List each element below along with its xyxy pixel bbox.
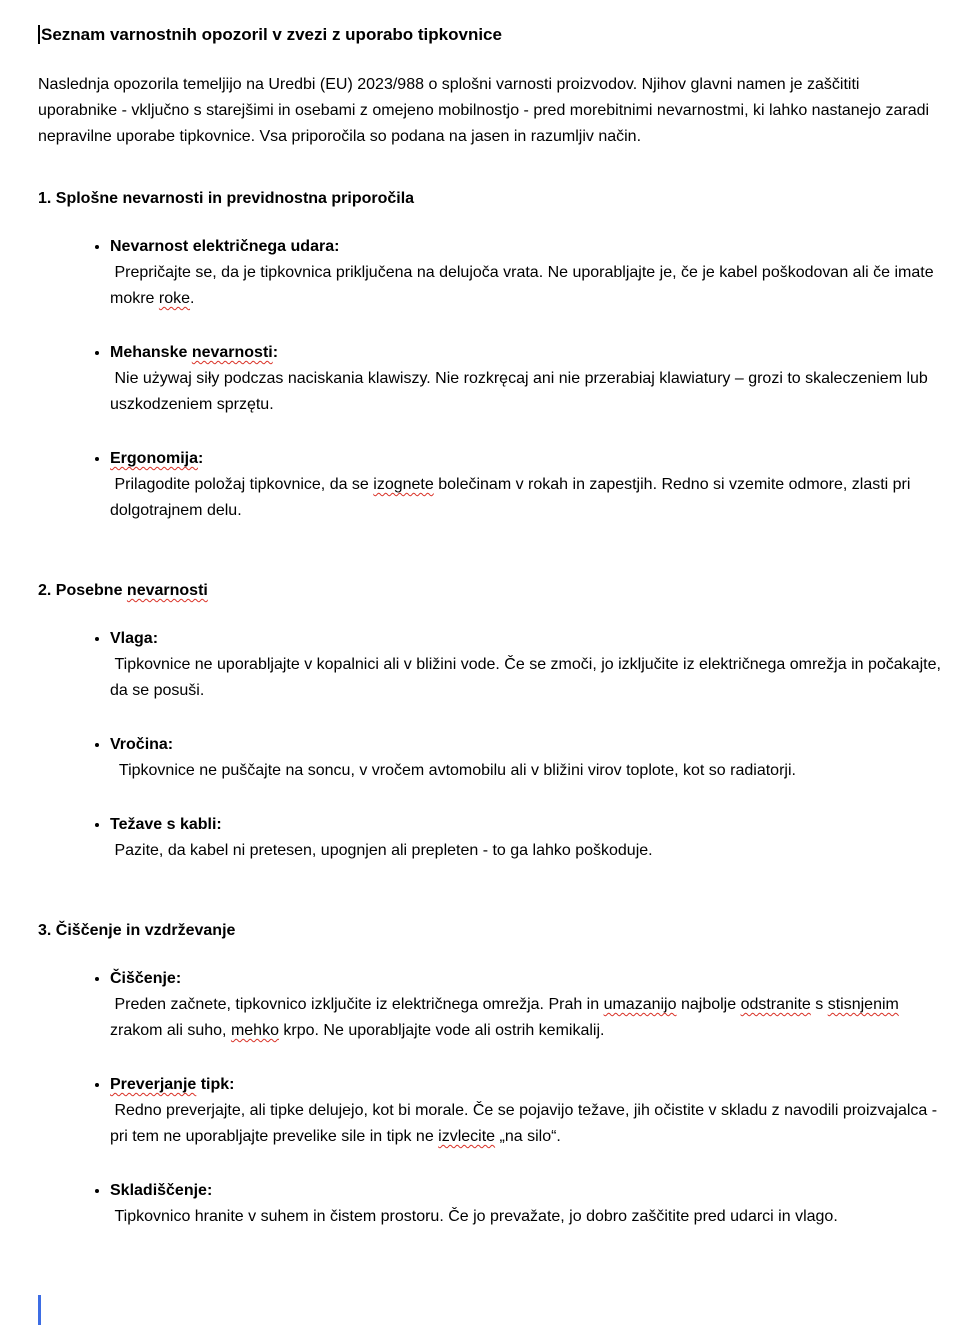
text-segment: : bbox=[272, 344, 279, 361]
list-item bbox=[110, 732, 942, 784]
item-body bbox=[110, 260, 942, 312]
document-title-text bbox=[41, 25, 502, 44]
bullet-list bbox=[38, 234, 942, 524]
text-segment: 3. Čiščenje in vzdrževanje bbox=[38, 922, 236, 939]
text-cursor bbox=[38, 25, 40, 44]
item-term bbox=[110, 446, 942, 472]
text-segment: bolečinam v rokah in zapestjih. Redno si vzemite odmore, zlasti pri dolgotrajnem delu. bbox=[110, 476, 915, 519]
item-body bbox=[110, 1204, 942, 1230]
text-segment: : bbox=[198, 450, 204, 467]
item-body bbox=[110, 652, 946, 704]
list-item bbox=[110, 812, 942, 864]
item-body bbox=[110, 1098, 942, 1150]
bullet-list bbox=[38, 626, 946, 864]
text-segment: Seznam varnostnih opozoril v zvezi z uporabo tipkovnice bbox=[41, 25, 502, 44]
misspelled-word: nevarnosti bbox=[191, 344, 273, 361]
misspelled-word: odstranite bbox=[740, 996, 811, 1013]
misspelled-word: umazanijo bbox=[603, 996, 677, 1013]
bullet-list bbox=[38, 966, 942, 1230]
text-segment: Vlaga: bbox=[110, 630, 159, 647]
item-body bbox=[110, 838, 942, 864]
text-segment: Nevarnost električnega udara: bbox=[110, 238, 340, 255]
text-segment: Tipkovnice ne puščajte na soncu, v vročem avtomobilu ali v bližini virov toplote, kot so radiatorji. bbox=[110, 762, 796, 779]
text-segment: Čiščenje: bbox=[110, 970, 182, 987]
text-segment: Prepričajte se, da je tipkovnica priključena na delujoča vrata. Ne uporabljajte je, če je kabel poškodovan ali če imate mokre bbox=[110, 264, 939, 307]
text-segment: Naslednja opozorila temeljijo na Uredbi (EU) 2023/988 o splošni varnosti proizvodov. Njihov glavni namen je zaščititi uporabnike - vključno s starejšimi in osebami z omejeno mobilnostjo - pred morebitnimi nevarnostmi, ki lahko nastanejo zaradi nepravilne uporabe tipkovnice. Vsa priporočila so podana na jasen in razumljiv način. bbox=[38, 76, 934, 145]
text-segment: Skladiščenje: bbox=[110, 1182, 213, 1199]
item-term bbox=[110, 732, 942, 758]
item-term bbox=[110, 812, 942, 838]
text-segment: 2. Posebne bbox=[38, 582, 127, 599]
text-segment: krpo. Ne uporabljajte vode ali ostrih kemikalij. bbox=[278, 1022, 605, 1039]
text-segment: zrakom ali suho, bbox=[110, 996, 904, 1039]
list-item bbox=[110, 1072, 942, 1150]
list-item bbox=[110, 234, 942, 312]
text-segment: . bbox=[190, 290, 195, 307]
misspelled-word: roke bbox=[158, 290, 191, 307]
item-term bbox=[110, 626, 942, 652]
text-segment: Preden začnete, tipkovnico izključite iz električnega omrežja. Prah in bbox=[110, 996, 604, 1013]
sections-container bbox=[38, 186, 946, 1230]
text-segment: s bbox=[810, 996, 828, 1013]
section-heading bbox=[38, 186, 942, 212]
list-item bbox=[110, 446, 942, 524]
misspelled-word: stisnjenim bbox=[827, 996, 899, 1013]
item-term bbox=[110, 1178, 942, 1204]
misspelled-word: izvlecite bbox=[438, 1128, 496, 1145]
text-segment: Vročina: bbox=[110, 736, 174, 753]
text-segment: 1. Splošne nevarnosti in previdnostna priporočila bbox=[38, 190, 415, 207]
text-segment: Nie używaj siły podczas naciskania klawiszy. Nie rozkręcaj ani nie przerabiaj klawiatury – grozi to skaleczeniem lub uszkodzeniem sprzętu. bbox=[110, 370, 933, 413]
item-body bbox=[110, 758, 942, 784]
list-item bbox=[110, 966, 942, 1044]
text-segment: Težave s kabli: bbox=[110, 816, 222, 833]
text-segment: „na silo“. bbox=[495, 1128, 561, 1145]
text-segment: Tipkovnice ne uporabljajte v kopalnici ali v bližini vode. Če se zmoči, jo izključite iz električnega omrežja in počakajte, da se posuši. bbox=[110, 656, 946, 699]
item-body bbox=[110, 366, 942, 418]
text-segment: Mehanske bbox=[110, 344, 192, 361]
text-segment: tipk: bbox=[196, 1076, 235, 1093]
misspelled-word: mehko bbox=[230, 1022, 279, 1039]
item-term bbox=[110, 234, 942, 260]
section-heading bbox=[38, 918, 942, 944]
text-segment: Prilagodite položaj tipkovnice, da se bbox=[110, 476, 374, 493]
item-term bbox=[110, 966, 942, 992]
list-item bbox=[110, 626, 946, 704]
text-segment: Pazite, da kabel ni pretesen, upognjen ali prepleten - to ga lahko poškoduje. bbox=[110, 842, 653, 859]
item-term bbox=[110, 340, 942, 366]
misspelled-word: nevarnosti bbox=[126, 582, 208, 599]
collaborator-cursor bbox=[38, 1295, 41, 1325]
list-item bbox=[110, 1178, 942, 1230]
misspelled-word: izognete bbox=[373, 476, 434, 493]
text-segment: Redno preverjajte, ali tipke delujejo, kot bi morale. Če se pojavijo težave, jih očistite v skladu z navodili proizvajalca - pri tem ne uporabljajte prevelike sile in tipk ne bbox=[110, 1102, 942, 1145]
document-title bbox=[38, 22, 942, 48]
intro-paragraph bbox=[38, 72, 942, 150]
section-heading bbox=[38, 578, 942, 604]
item-body bbox=[110, 472, 942, 524]
misspelled-word: Preverjanje bbox=[110, 1076, 197, 1093]
item-term bbox=[110, 1072, 942, 1098]
item-body bbox=[110, 992, 942, 1044]
misspelled-word: Ergonomija bbox=[110, 450, 199, 467]
text-segment: Tipkovnico hranite v suhem in čistem prostoru. Če jo prevažate, jo dobro zaščitite pred udarci in vlago. bbox=[110, 1208, 838, 1225]
text-segment: najbolje bbox=[676, 996, 741, 1013]
list-item bbox=[110, 340, 942, 418]
